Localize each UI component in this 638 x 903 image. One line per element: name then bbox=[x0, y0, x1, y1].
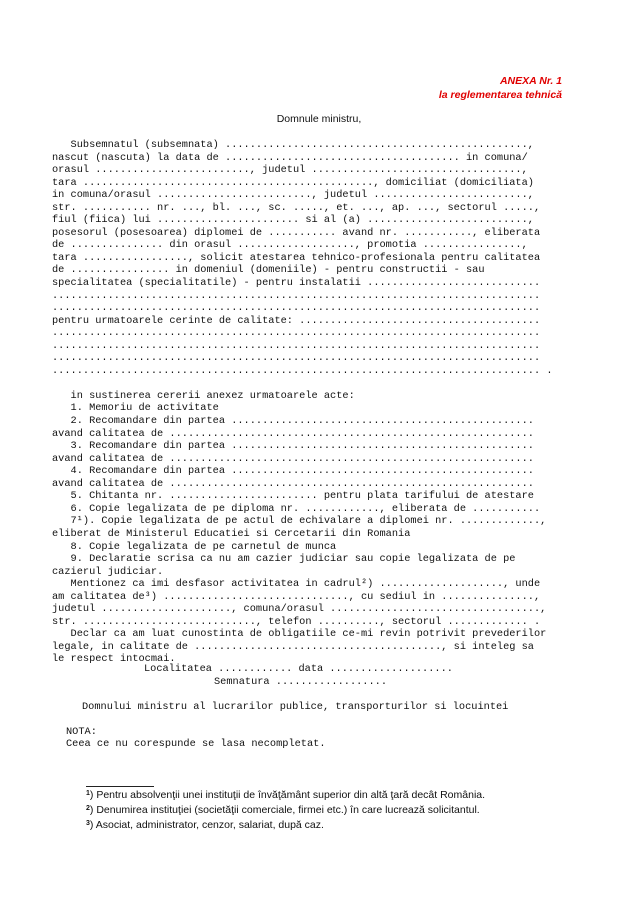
body-line: ............................................................................... bbox=[52, 339, 541, 352]
footnote-mark: 2 bbox=[86, 805, 90, 812]
body-line: 8. Copie legalizata de pe carnetul de munca bbox=[52, 540, 337, 553]
body-line: eliberat de Ministerul Educatiei si Cercetarii din Romania bbox=[52, 527, 411, 540]
body-line: 1. Memoriu de activitate bbox=[52, 402, 219, 415]
body-line: ............................................................................... bbox=[52, 302, 541, 315]
footnote-mark: 1 bbox=[86, 790, 90, 797]
body-line: avand calitatea de ........................................................... bbox=[52, 452, 534, 465]
body-line: specialitatea (specialitatile) - pentru instalatii ............................ bbox=[52, 277, 541, 290]
body-line: ............................................................................... . bbox=[52, 364, 553, 377]
body-line: avand calitatea de ........................................................... bbox=[52, 477, 534, 490]
body-line: orasul ........................., judetul .................................., bbox=[52, 164, 528, 177]
body-line: ............................................................................... bbox=[52, 352, 541, 365]
body-line: legale, in calitate de ........................................, si inteleg sa bbox=[52, 640, 534, 653]
footnote-text: ) Pentru absolvenţii unei instituţii de învăţământ superior din altă ţară decât România. bbox=[89, 789, 486, 801]
body-line: nascut (nascuta) la data de ...................................... in comuna/ bbox=[52, 151, 528, 164]
body-line: 5. Chitanta nr. ........................ pentru plata tarifului de atestare bbox=[52, 490, 534, 503]
footnotes bbox=[86, 788, 485, 833]
note-title: NOTA: bbox=[66, 726, 97, 738]
body-line: avand calitatea de ........................................................... bbox=[52, 427, 534, 440]
annex-subtitle: la reglementarea tehnică bbox=[438, 89, 562, 101]
body-line bbox=[52, 377, 572, 390]
footnote bbox=[86, 788, 485, 803]
greeting: Domnule ministru, bbox=[276, 113, 362, 125]
footnote-text: ) Asociat, administrator, cenzor, salariat, după caz. bbox=[89, 819, 324, 831]
body-line: ............................................................................... bbox=[52, 289, 541, 302]
footnote-text: ) Denumirea instituţiei (societăţii comerciale, firmei etc.) în care lucrează solicitantul. bbox=[89, 804, 480, 816]
body-line: le respect intocmai. bbox=[52, 653, 176, 666]
body-line: str. ............................, telefon .........., sectorul ............. . bbox=[52, 615, 541, 628]
body-line: 6. Copie legalizata de pe diploma nr. ............, eliberata de ........... bbox=[52, 502, 541, 515]
body-line: Mentionez ca imi desfasor activitatea in cadrul²) ...................., unde bbox=[52, 578, 541, 591]
body-line: tara ................., solicit atestarea tehnico-profesionala pentru calitatea bbox=[52, 251, 541, 264]
body-line: Declar ca am luat cunostinta de obligatiile ce-mi revin potrivit prevederilor bbox=[52, 628, 547, 641]
body-line: fiul (fiica) lui ....................... si al (a) .........................., bbox=[52, 214, 534, 227]
body-line: judetul ....................., comuna/orasul .................................., bbox=[52, 603, 547, 616]
body-line: in comuna/orasul ........................., judetul ........................., bbox=[52, 189, 534, 202]
locality-date-line: Localitatea ............ data .................... bbox=[144, 663, 453, 675]
annex-header bbox=[439, 74, 562, 102]
body-line: cazierul judiciar. bbox=[52, 565, 164, 578]
footnote-separator bbox=[86, 786, 154, 787]
footnote bbox=[86, 818, 485, 833]
body-line: de ................ in domeniul (domeniile) - pentru constructii - sau bbox=[52, 264, 485, 277]
body-line: tara ..............................................., domiciliat (domiciliata) bbox=[52, 176, 534, 189]
body-line: 3. Recomandare din partea ................................................. bbox=[52, 440, 534, 453]
body-line: Subsemnatul (subsemnata) ................................................., bbox=[52, 139, 534, 151]
signature-line: Semnatura .................. bbox=[214, 676, 388, 688]
addressee-line: Domnului ministru al lucrarilor publice, transporturilor si locuintei bbox=[82, 701, 509, 713]
body-line: 2. Recomandare din partea ................................................. bbox=[52, 415, 534, 428]
body-line: 9. Declaratie scrisa ca nu am cazier judiciar sau copie legalizata de pe bbox=[52, 553, 516, 566]
body-line: in sustinerea cererii anexez urmatoarele acte: bbox=[52, 389, 355, 402]
request-body bbox=[52, 139, 572, 666]
footnote-mark: 3 bbox=[86, 820, 90, 827]
body-line: ............................................................................... bbox=[52, 327, 541, 340]
annex-number: ANEXA Nr. 1 bbox=[499, 75, 562, 87]
body-line: 4. Recomandare din partea ................................................. bbox=[52, 465, 534, 478]
body-line: am calitatea de³) .............................., cu sediul in ..............., bbox=[52, 590, 541, 603]
footnote bbox=[86, 803, 485, 818]
body-line: 7¹). Copie legalizata de pe actul de echivalare a diplomei nr. ............., bbox=[52, 515, 547, 528]
body-line: posesorul (posesoarea) diplomei de ........... avand nr. ..........., eliberata bbox=[52, 226, 541, 239]
note-text: Ceea ce nu corespunde se lasa necompletat. bbox=[66, 738, 326, 750]
body-line: str. ........... nr. ..., bl. ..., sc. ....., et. ..., ap. ..., sectorul ....., bbox=[52, 201, 541, 214]
body-line: de ............... din orasul ..................., promotia ................, bbox=[52, 239, 528, 252]
body-line: pentru urmatoarele cerinte de calitate: ....................................... bbox=[52, 314, 541, 327]
